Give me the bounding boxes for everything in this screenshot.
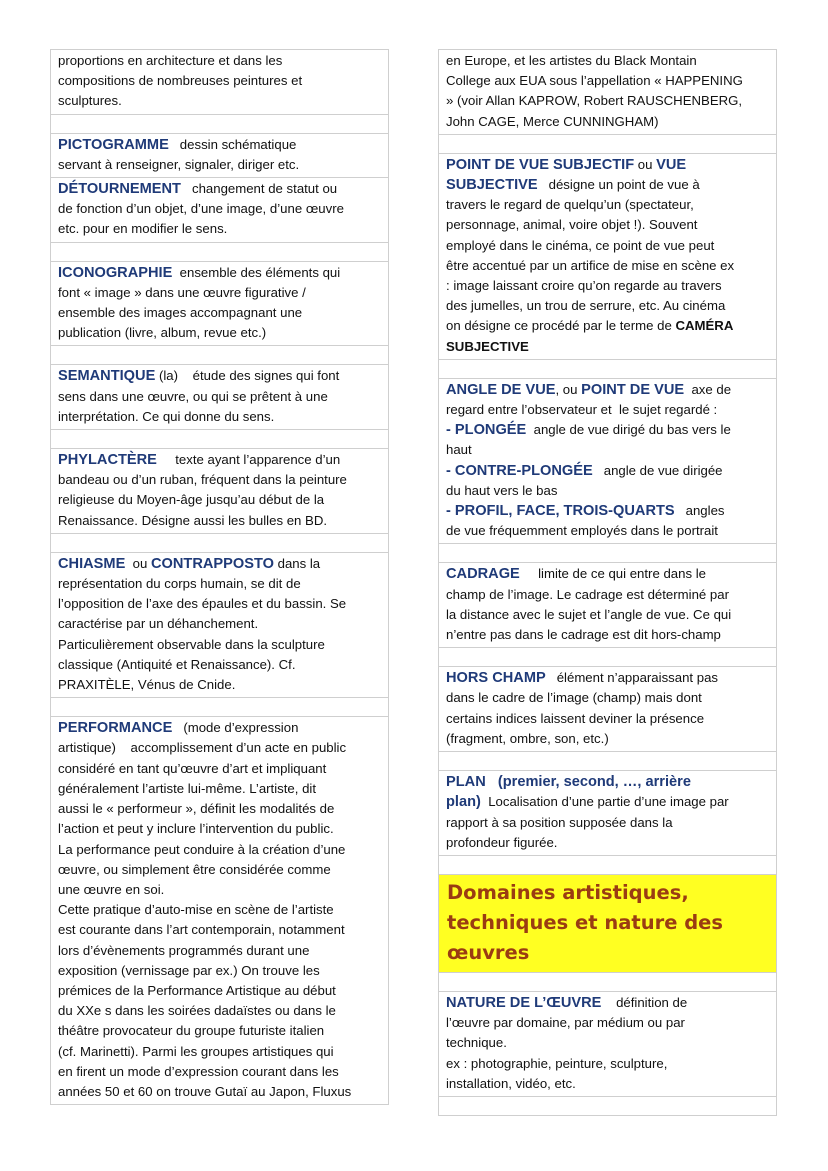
text-line: (fragment, ombre, son, etc.) xyxy=(446,730,609,746)
text-line: publication (livre, album, revue etc.) xyxy=(58,325,267,341)
spacer-row xyxy=(50,114,389,134)
term-point-de-vue: POINT DE VUE xyxy=(581,381,685,398)
definition-text: limite de ce qui entre dans le xyxy=(519,566,706,582)
definition-text: (mode d’expression xyxy=(172,720,299,736)
intro-cell xyxy=(438,49,777,135)
term-phylactere: PHYLACTÈRE xyxy=(58,452,157,469)
definition-text: dessin schématique xyxy=(168,136,297,152)
text-line: proportions en architecture et dans les xyxy=(58,53,283,68)
entry-hors-champ xyxy=(438,666,777,752)
text-line: être accentué par un artifice de mise en scène ex xyxy=(446,257,735,273)
text-line: on désigne ce procédé par le terme de xyxy=(446,318,676,334)
term-profil-face: - PROFIL, FACE, TROIS-QUARTS xyxy=(446,503,675,520)
section-heading xyxy=(438,874,777,973)
text-line: une œuvre en soi. xyxy=(58,881,165,897)
term-semantique: SEMANTIQUE xyxy=(58,368,156,385)
definition-text: ensemble des éléments qui xyxy=(172,264,341,280)
term-pictogramme: PICTOGRAMME xyxy=(58,136,169,153)
text-line: sculptures. xyxy=(58,93,122,109)
text-line: compositions de nombreuses peintures et xyxy=(58,73,303,89)
spacer-row xyxy=(438,647,777,667)
definition-text: élément n’apparaissant pas xyxy=(545,670,719,686)
term-iconographie: ICONOGRAPHIE xyxy=(58,264,173,281)
term-detournement: DÉTOURNEMENT xyxy=(58,181,181,198)
definition-text: (la) étude des signes qui font xyxy=(155,368,340,384)
definition-text: dans la xyxy=(273,555,321,571)
term-contrapposto: CONTRAPPOSTO xyxy=(150,555,274,572)
definition-text: angle de vue dirigée xyxy=(592,462,723,478)
text-line: exposition (vernissage par ex.) On trouve les xyxy=(58,962,320,978)
spacer-row xyxy=(438,855,777,875)
entry-chiasme xyxy=(50,552,389,698)
entry-semantique xyxy=(50,364,389,430)
text-line: ensemble des images accompagnant une xyxy=(58,305,303,321)
entry-point-de-vue-subjectif xyxy=(438,153,777,360)
text-line: prémices de la Performance Artistique au début xyxy=(58,982,336,998)
text-line: représentation du corps humain, se dit de xyxy=(58,576,301,592)
text-line: de fonction d’un objet, d’une image, d’une œuvre xyxy=(58,201,344,217)
entry-plan xyxy=(438,770,777,856)
definition-text: axe de xyxy=(684,381,732,397)
term-cadrage: CADRAGE xyxy=(446,566,520,583)
text-line: » (voir Allan KAPROW, Robert RAUSCHENBERG, xyxy=(446,93,743,109)
text-line: servant à renseigner, signaler, diriger etc. xyxy=(58,156,300,172)
definition-text: angle de vue dirigé du bas vers le xyxy=(526,422,731,438)
text-line: La performance peut conduire à la création d’une xyxy=(58,841,346,857)
term-chiasme: CHIASME xyxy=(58,555,126,572)
text-line: font « image » dans une œuvre figurative / xyxy=(58,284,306,300)
spacer-row xyxy=(438,543,777,563)
definition-text: changement de statut ou xyxy=(180,181,338,197)
definition-text: angles xyxy=(674,503,725,519)
text-line: rapport à sa position supposée dans la xyxy=(446,814,673,830)
text-line: Renaissance. Désigne aussi les bulles en BD. xyxy=(58,512,328,528)
spacer-row xyxy=(438,134,777,154)
text-line: l’œuvre par domaine, par médium ou par xyxy=(446,1015,685,1031)
entry-detournement xyxy=(50,177,389,243)
text-line: aussi le « performeur », définit les modalités de xyxy=(58,801,335,817)
definition-text: texte ayant l’apparence d’un xyxy=(156,452,341,468)
text-line: du haut vers le bas xyxy=(446,482,558,498)
term-performance: PERFORMANCE xyxy=(58,720,173,737)
heading-line: œuvres xyxy=(447,940,530,964)
spacer-row xyxy=(50,533,389,553)
entry-angle-de-vue xyxy=(438,378,777,545)
text-line: : image laissant croire qu’on regarde au travers xyxy=(446,278,722,294)
text-line: religieuse du Moyen-âge jusqu’au début de la xyxy=(58,492,325,508)
text-line: travers le regard de quelqu’un (spectateur, xyxy=(446,197,694,213)
entry-performance xyxy=(50,716,389,1105)
spacer-row xyxy=(438,972,777,992)
text-line: Cette pratique d’auto-mise en scène de l’artiste xyxy=(58,902,334,918)
heading-line: Domaines artistiques, xyxy=(447,880,689,904)
term-angle-de-vue: ANGLE DE VUE xyxy=(446,381,556,398)
text-line: (cf. Marinetti). Parmi les groupes artistiques qui xyxy=(58,1043,334,1059)
text-line: en firent un mode d’expression courant dans les xyxy=(58,1063,339,1079)
text-line: lors d’évènements programmés durant une xyxy=(58,942,310,958)
text-line: en Europe, et les artistes du Black Montain xyxy=(446,53,697,68)
intro-cell xyxy=(50,49,389,115)
entry-pictogramme xyxy=(50,133,389,178)
text-line: artistique) accomplissement d’un acte en public xyxy=(58,740,347,756)
text-line: du XXe s dans les soirées dadaïstes ou dans le xyxy=(58,1003,336,1019)
text-line: caractérise par un déhanchement. xyxy=(58,616,259,632)
term-subjective: SUBJECTIVE xyxy=(446,177,538,194)
text-line: la distance avec le sujet et l’angle de vue. Ce qui xyxy=(446,606,732,622)
term-contre-plongee: - CONTRE-PLONGÉE xyxy=(446,462,593,479)
definition-text: désigne un point de vue à xyxy=(537,177,700,193)
subjective-label: SUBJECTIVE xyxy=(446,338,529,354)
heading-line: techniques et nature des xyxy=(447,910,724,934)
text-line: sens dans une œuvre, ou qui se prêtent à une xyxy=(58,388,328,404)
connector-text: ou xyxy=(634,156,657,172)
entry-iconographie xyxy=(50,261,389,347)
text-line: installation, vidéo, etc. xyxy=(446,1075,576,1091)
text-line: Particulièrement observable dans la sculpture xyxy=(58,636,325,652)
spacer-row xyxy=(438,359,777,379)
text-line: classique (Antiquité et Renaissance). Cf. xyxy=(58,656,296,672)
text-line: interprétation. Ce qui donne du sens. xyxy=(58,408,275,424)
term-nature-oeuvre: NATURE DE L’ŒUVRE xyxy=(446,994,602,1011)
text-line: champ de l’image. Le cadrage est déterminé par xyxy=(446,586,729,602)
text-line: généralement l’artiste lui-même. L’artiste, dit xyxy=(58,780,316,796)
entry-cadrage xyxy=(438,562,777,648)
term-plongee: - PLONGÉE xyxy=(446,422,527,439)
text-line: de vue fréquemment employés dans le portrait xyxy=(446,523,718,539)
text-line: bandeau ou d’un ruban, fréquent dans la peinture xyxy=(58,472,347,488)
spacer-row xyxy=(438,1096,777,1116)
spacer-row xyxy=(50,345,389,365)
term-vue: VUE xyxy=(656,156,687,173)
text-line: n’entre pas dans le cadrage est dit hors-champ xyxy=(446,627,721,643)
text-line: considéré en tant qu’œuvre d’art et impliquant xyxy=(58,760,327,776)
spacer-row xyxy=(50,697,389,717)
text-line: John CAGE, Merce CUNNINGHAM) xyxy=(446,113,659,129)
text-line: dans le cadre de l’image (champ) mais dont xyxy=(446,690,702,706)
connector-text: ou xyxy=(125,555,151,571)
camera-label: CAMÉRA xyxy=(675,318,734,334)
text-line: l’action et peut y inclure l’intervention du public. xyxy=(58,821,334,837)
term-plan: PLAN (premier, second, …, arrière xyxy=(446,774,691,791)
term-plan-end: plan) xyxy=(446,794,481,811)
text-line: théâtre provocateur du groupe futuriste italien xyxy=(58,1023,325,1039)
text-line: etc. pour en modifier le sens. xyxy=(58,221,228,237)
term-point-de-vue-subjectif: POINT DE VUE SUBJECTIF xyxy=(446,156,635,173)
text-line: College aux EUA sous l’appellation « HAPPENING xyxy=(446,73,743,89)
definition-text: Localisation d’une partie d’une image par xyxy=(480,794,729,810)
text-line: œuvre, ou simplement être considérée comme xyxy=(58,861,331,877)
text-line: technique. xyxy=(446,1035,507,1051)
spacer-row xyxy=(50,429,389,449)
text-line: regard entre l’observateur et le sujet regardé : xyxy=(446,402,718,418)
connector-text: , ou xyxy=(555,381,582,397)
text-line: PRAXITÈLE, Vénus de Cnide. xyxy=(58,677,236,693)
text-line: profondeur figurée. xyxy=(446,834,558,850)
spacer-row xyxy=(438,751,777,771)
text-line: années 50 et 60 on trouve Gutaï au Japon, Fluxus xyxy=(58,1083,352,1099)
text-line: l’opposition de l’axe des épaules et du bassin. Se xyxy=(58,596,347,612)
left-column xyxy=(50,50,389,1105)
entry-phylactere xyxy=(50,448,389,534)
right-column xyxy=(438,50,777,1116)
spacer-row xyxy=(50,242,389,262)
text-line: certains indices laissent deviner la présence xyxy=(446,710,705,726)
definition-text: définition de xyxy=(601,994,688,1010)
text-line: haut xyxy=(446,442,472,458)
text-line: personnage, animal, voire objet !). Souvent xyxy=(446,217,698,233)
text-line: est courante dans l’art contemporain, notamment xyxy=(58,922,345,938)
text-line: des jumelles, un trou de serrure, etc. Au cinéma xyxy=(446,298,726,314)
text-line: ex : photographie, peinture, sculpture, xyxy=(446,1055,668,1071)
text-line: employé dans le cinéma, ce point de vue peut xyxy=(446,237,715,253)
entry-nature-oeuvre xyxy=(438,991,777,1097)
term-hors-champ: HORS CHAMP xyxy=(446,670,546,687)
